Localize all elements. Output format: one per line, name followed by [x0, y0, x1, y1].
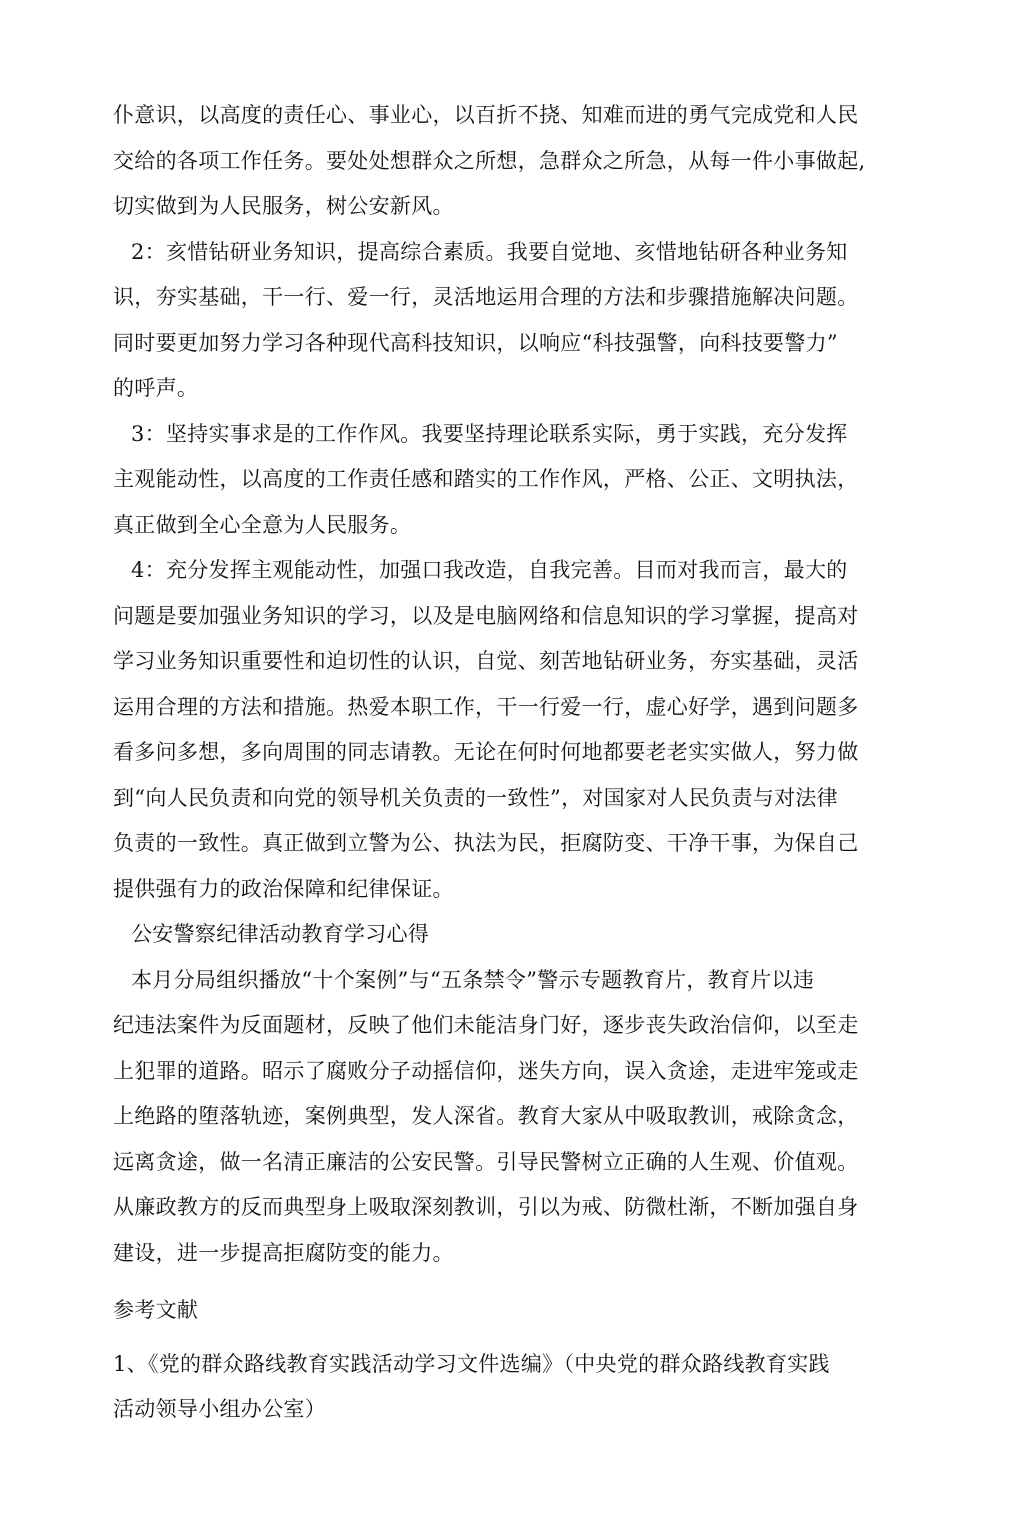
text-line: 同时要更加努力学习各种现代高科技知识，以响应“科技强警，向科技要警力” [113, 330, 838, 355]
paragraph [113, 958, 893, 1277]
paragraph [113, 230, 893, 412]
text-line: 本月分局组织播放“十个案例”与“五条禁令”警示专题教育片，教育片以违 [131, 967, 815, 992]
document-page [113, 93, 893, 1433]
text-line: 问题是要加强业务知识的学习，以及是电脑网络和信息知识的学习掌握，提高对 [113, 603, 859, 628]
text-line: 主观能动性，以高度的工作责任感和踏实的工作作风，严格、公正、文明执法， [113, 467, 859, 491]
text-line: 从廉政教方的反而典型身上吸取深刻教训，引以为戒、防微杜渐，不断加强自身 [113, 1195, 859, 1219]
text-line: 切实做到为人民服务，树公安新风。 [113, 194, 454, 218]
text-line: 活动领导小组办公室） [113, 1397, 326, 1421]
text-line: 1、《党的群众路线教育实践活动学习文件选编》（中央党的群众路线教育实践 [113, 1351, 830, 1376]
text-line: 上犯罪的道路。昭示了腐败分子动摇信仰，迷失方向，误入贪途，走进牢笼或走 [113, 1058, 859, 1083]
text-line: 3：坚持实事求是的工作作风。我要坚持理论联系实际，勇于实践，充分发挥 [131, 421, 848, 446]
text-line: 纪违法案件为反面题材，反映了他们未能洁身门好，逐步丧失政治信仰，以至走 [113, 1013, 859, 1037]
paragraph [113, 548, 893, 912]
text-line: 看多问多想，多向周围的同志请教。无论在何时何地都要老老实实做人，努力做 [113, 740, 859, 764]
text-line: 的呼声。 [113, 376, 199, 400]
text-line: 远离贪途，做一名清正廉洁的公安民警。引导民警树立正确的人生观、价值观。 [113, 1149, 859, 1174]
text-line: 交给的各项工作任务。要处处想群众之所想，急群众之所急，从每一件小事做起, [113, 148, 866, 173]
references-heading: 参考文献 [113, 1298, 199, 1322]
reference-item [113, 1342, 893, 1433]
text-line: 负责的一致性。真正做到立警为公、执法为民，拒腐防变、干净干事，为保自己 [113, 831, 859, 855]
text-line: 建设，进一步提高拒腐防变的能力。 [113, 1240, 454, 1265]
text-line: 运用合理的方法和措施。热爱本职工作，干一行爱一行，虚心好学，遇到问题多 [113, 694, 859, 719]
text-line: 识，夯实基础，干一行、爱一行，灵活地运用合理的方法和步骤措施解决问题。 [113, 285, 859, 309]
text-line: 学习业务知识重要性和迫切性的认识，自觉、刻苦地钻研业务，夯实基础，灵活 [113, 649, 859, 673]
text-line: 4：充分发挥主观能动性，加强口我改造，自我完善。目而对我而言，最大的 [131, 558, 848, 582]
text-line: 仆意识，以高度的责任心、事业心，以百折不挠、知难而进的勇气完成党和人民 [113, 103, 859, 127]
text-line: 上绝路的堕落轨迹，案例典型，发人深省。教育大家从中吸取教训，戒除贪念， [113, 1104, 859, 1128]
paragraph [113, 412, 893, 549]
section-heading [113, 912, 893, 958]
text-line: 2：亥惜钻研业务知识，提高综合素质。我要自觉地、亥惜地钻研各种业务知 [131, 239, 848, 264]
text-line: 到“向人民负责和向党的领导机关负责的一致性”，对国家对人民负责与对法律 [113, 785, 838, 810]
text-line: 公安警察纪律活动教育学习心得 [131, 922, 430, 946]
text-line: 提供强有力的政治保障和纪律保证。 [113, 876, 454, 901]
paragraph [113, 93, 893, 230]
text-line: 真正做到全心全意为人民服务。 [113, 512, 412, 537]
